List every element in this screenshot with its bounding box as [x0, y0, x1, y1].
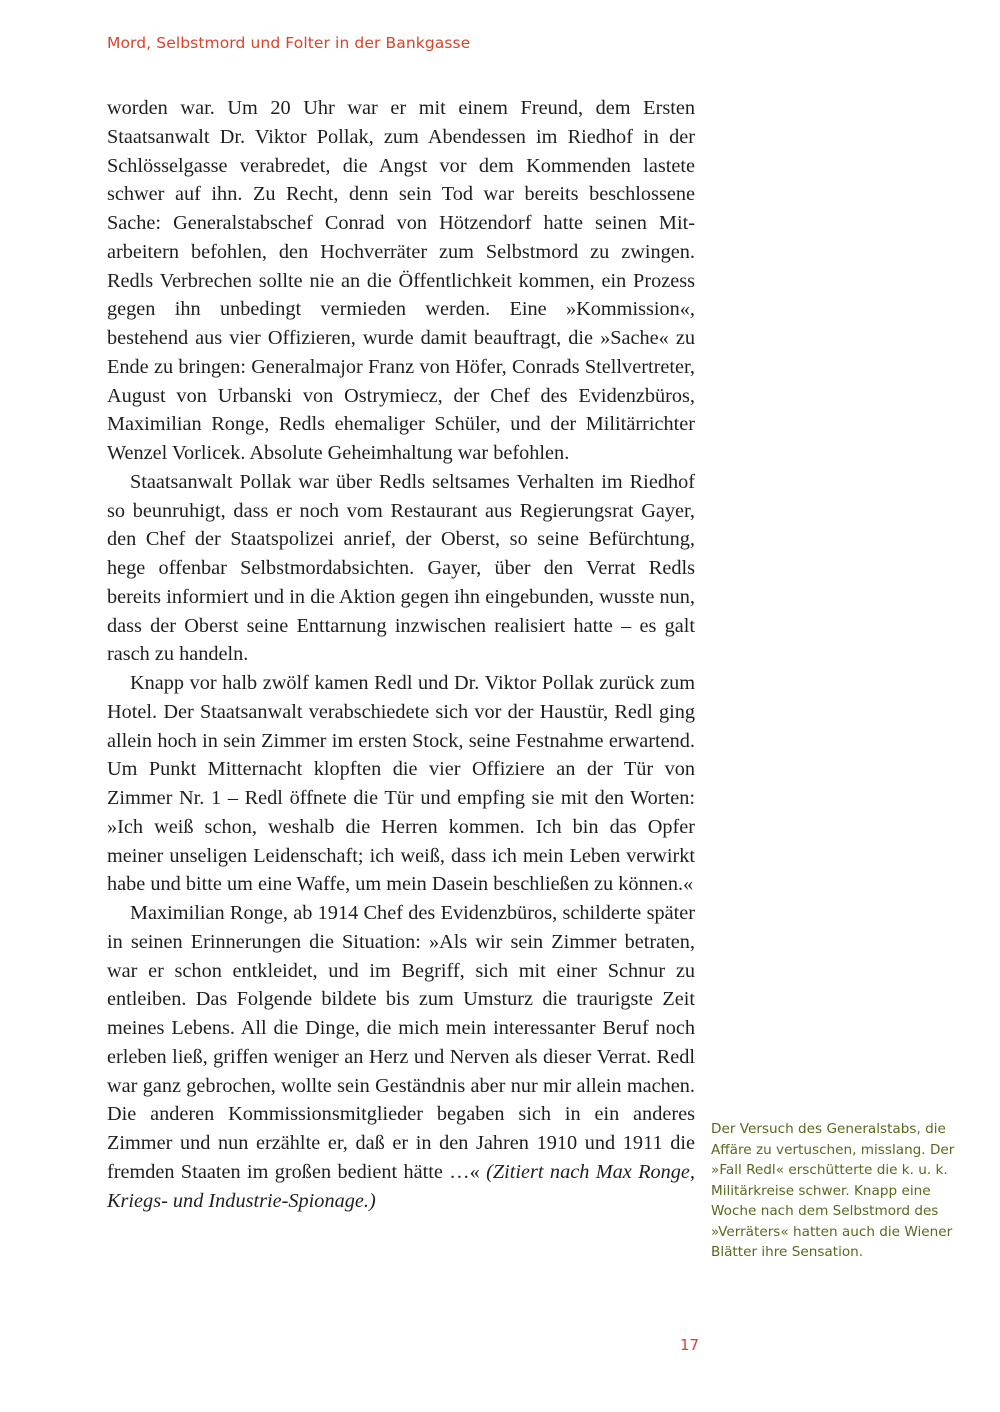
running-head: Mord, Selbstmord und Folter in der Bankgasse [107, 34, 471, 52]
paragraph: worden war. Um 20 Uhr war er mit einem Freund, dem Ersten Staatsanwalt Dr. Viktor Pollak, zum Abendessen im Riedhof in der Schlösselgasse verabredet, die Angst vor dem Kommenden lastete schwer auf ihn. Zu Recht, denn sein Tod war bereits beschlossene Sache: Generalstabschef Conrad von Hötzendorf hatte seinen Mitarbeitern befohlen, den Hochverräter zum Selbstmord zu zwingen. Redls Verbrechen sollte nie an die Öffentlichkeit kommen, ein Prozess gegen ihn unbedingt vermieden werden. Eine »Kommission«, bestehend aus vier Offizieren, wurde damit beauftragt, die »Sache« zu Ende zu bringen: Generalmajor Franz von Höfer, Conrads Stellvertreter, August von Urbanski von Ostrymiecz, der Chef des Evidenzbüros, Maximilian Ronge, Redls ehemaliger Schüler, und der Militärrichter Wenzel Vorlicek. Absolute Geheimhaltung war befohlen. [107, 97, 695, 464]
main-text [107, 94, 695, 1215]
page-number: 17 [680, 1336, 700, 1354]
paragraph-last [107, 899, 695, 1215]
paragraph: Knapp vor halb zwölf kamen Redl und Dr. Viktor Pollak zurück zum Hotel. Der Staatsanwalt verabschiedete sich vor der Haustür, Redl ging allein hoch in sein Zimmer im ersten Stock, seine Festnahme erwartend. Um Punkt Mitternacht klopften die vier Offiziere an der Tür von Zimmer Nr. 1 – Redl öffnete die Tür und empfing sie mit den Worten: »Ich weiß schon, weshalb die Herren kommen. Ich bin das Opfer meiner unseligen Leidenschaft; ich weiß, dass ich mein Leben verwirkt habe und bitte um eine Waffe, um mein Dasein beschließen zu können.« [107, 672, 695, 896]
citation: (Zitiert nach Max Ronge, Kriegs- und Industrie-Spionage.) [107, 1160, 695, 1212]
paragraph: Staatsanwalt Pollak war über Redls seltsames Verhalten im Riedhof so beunruhigt, dass er noch vom Restaurant aus Regierungsrat Gayer, den Chef der Staatspolizei anrief, der Oberst, so seine Befürchtung, hege offenbar Selbstmordabsichten. Gayer, über den Verrat Redls bereits informiert und in die Aktion gegen ihn eingebunden, wusste nun, dass der Oberst seine Enttarnung inzwischen realisiert hatte – es galt rasch zu handeln. [107, 470, 695, 666]
margin-note: Der Versuch des Generalstabs, die Affäre zu vertuschen, misslang. Der »Fall Redl« erschütterte die k. u. k. Militärkreise schwer. Knapp eine Woche nach dem Selbstmord des »Verräters« hatten auch die Wiener Blätter ihre Sensation. [711, 1121, 955, 1260]
paragraph-text: Maximilian Ronge, ab 1914 Chef des Evidenzbüros, schilderte später in seinen Erinnerungen die Situation: »Als wir sein Zimmer betraten, war er schon entkleidet, und im Begriff, sich mit einer Schnur zu entleiben. Das Folgende bildete bis zum Umsturz die traurigste Zeit meines Lebens. All die Dinge, die mich mein interessanter Beruf noch erleben ließ, griffen weniger an Herz und Nerven als dieser Verrat. Redl war ganz gebrochen, wollte sein Geständnis aber nur mir allein machen. Die anderen Kommissionsmitglieder begaben sich in ein anderes Zimmer und nun erzählte er, daß er in den Jahren 1910 und 1911 die fremden Staaten im großen bedient hätte …« [107, 902, 695, 1183]
